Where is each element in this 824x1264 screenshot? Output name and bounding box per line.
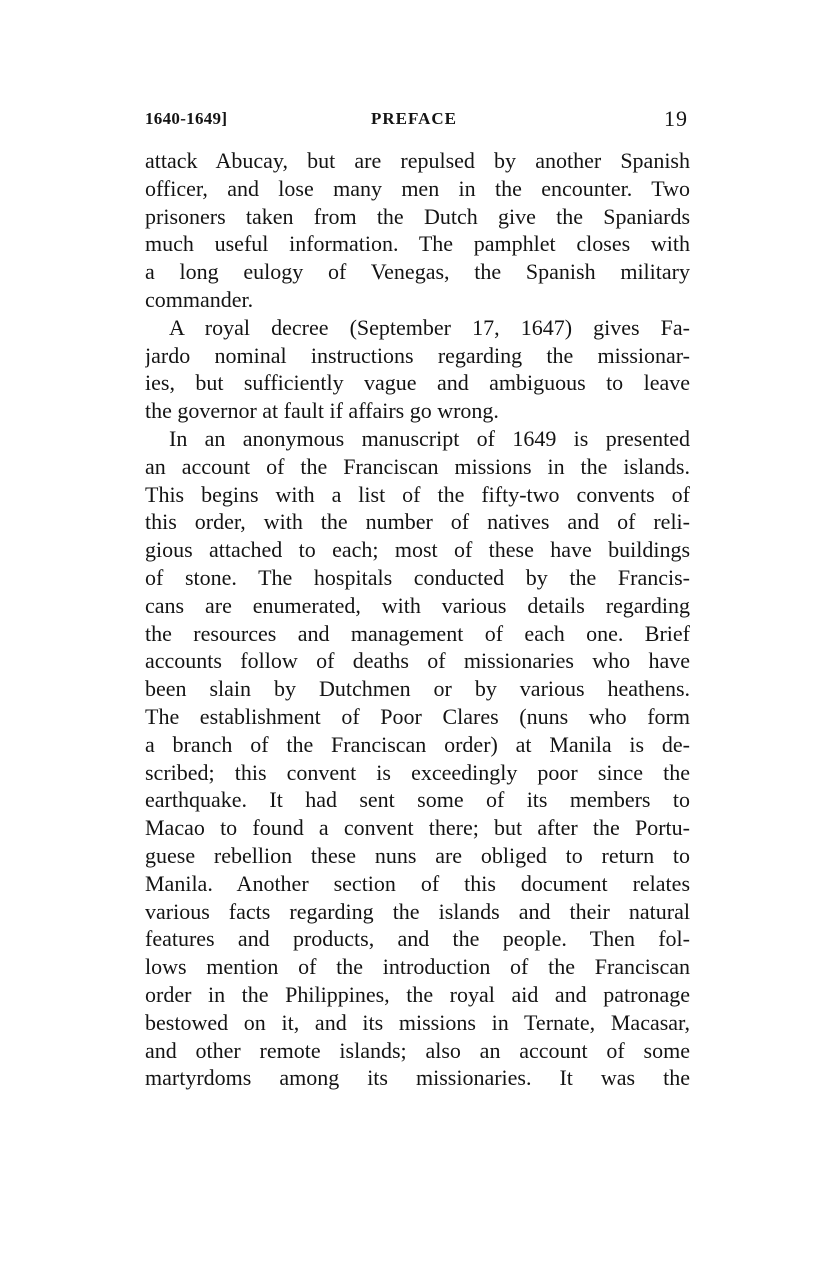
text-line: this order, with the number of natives and of reli-	[145, 509, 690, 535]
text-line: prisoners taken from the Dutch give the Spaniards	[145, 203, 690, 229]
body-text	[145, 147, 690, 1092]
text-line: the resources and management of each one. Brief	[145, 620, 690, 646]
text-line: officer, and lose many men in the encounter. Two	[145, 175, 690, 201]
text-line: The establishment of Poor Clares (nuns who form	[145, 703, 690, 729]
text-line: lows mention of the introduction of the Franciscan	[145, 954, 690, 980]
text-line: bestowed on it, and its missions in Ternate, Macasar,	[145, 1009, 690, 1035]
text-line: various facts regarding the islands and their natural	[145, 898, 690, 924]
text-line: Manila. Another section of this document relates	[145, 870, 690, 896]
text-line: commander.	[145, 286, 254, 312]
text-line: features and products, and the people. Then fol-	[145, 926, 690, 952]
text-line: scribed; this convent is exceedingly poor since the	[145, 759, 690, 785]
text-line: In an anonymous manuscript of 1649 is presented	[169, 425, 690, 451]
running-head-title: PREFACE	[371, 109, 458, 128]
text-line: much useful information. The pamphlet closes with	[145, 231, 690, 257]
text-line: an account of the Franciscan missions in the islands.	[145, 453, 690, 479]
text-line: been slain by Dutchmen or by various heathens.	[145, 676, 690, 702]
text-line: A royal decree (September 17, 1647) gives Fa-	[169, 314, 690, 340]
text-line: This begins with a list of the fifty-two convents of	[145, 481, 690, 507]
text-line: order in the Philippines, the royal aid and patronage	[145, 981, 690, 1007]
page-number: 19	[664, 106, 688, 131]
text-line: the governor at fault if affairs go wrong.	[145, 398, 499, 424]
text-line: jardo nominal instructions regarding the missionar-	[145, 342, 690, 368]
text-line: guese rebellion these nuns are obliged to return to	[145, 842, 690, 868]
running-head	[145, 104, 690, 134]
text-line: earthquake. It had sent some of its members to	[145, 787, 690, 813]
text-line: martyrdoms among its missionaries. It was the	[145, 1065, 690, 1091]
text-line: accounts follow of deaths of missionaries who have	[145, 648, 690, 674]
text-line: gious attached to each; most of these have buildings	[145, 537, 690, 563]
text-line: of stone. The hospitals conducted by the Francis-	[145, 564, 690, 590]
running-head-date-range: 1640-1649]	[145, 109, 228, 128]
text-line: cans are enumerated, with various details regarding	[145, 592, 690, 618]
text-line: attack Abucay, but are repulsed by another Spanish	[145, 148, 690, 173]
text-line: and other remote islands; also an account of some	[145, 1037, 690, 1063]
text-line: a branch of the Franciscan order) at Manila is de-	[145, 731, 690, 757]
text-line: a long eulogy of Venegas, the Spanish military	[145, 259, 690, 285]
text-line: Macao to found a convent there; but after the Portu-	[145, 815, 690, 841]
text-line: ies, but sufficiently vague and ambiguous to leave	[145, 370, 690, 396]
